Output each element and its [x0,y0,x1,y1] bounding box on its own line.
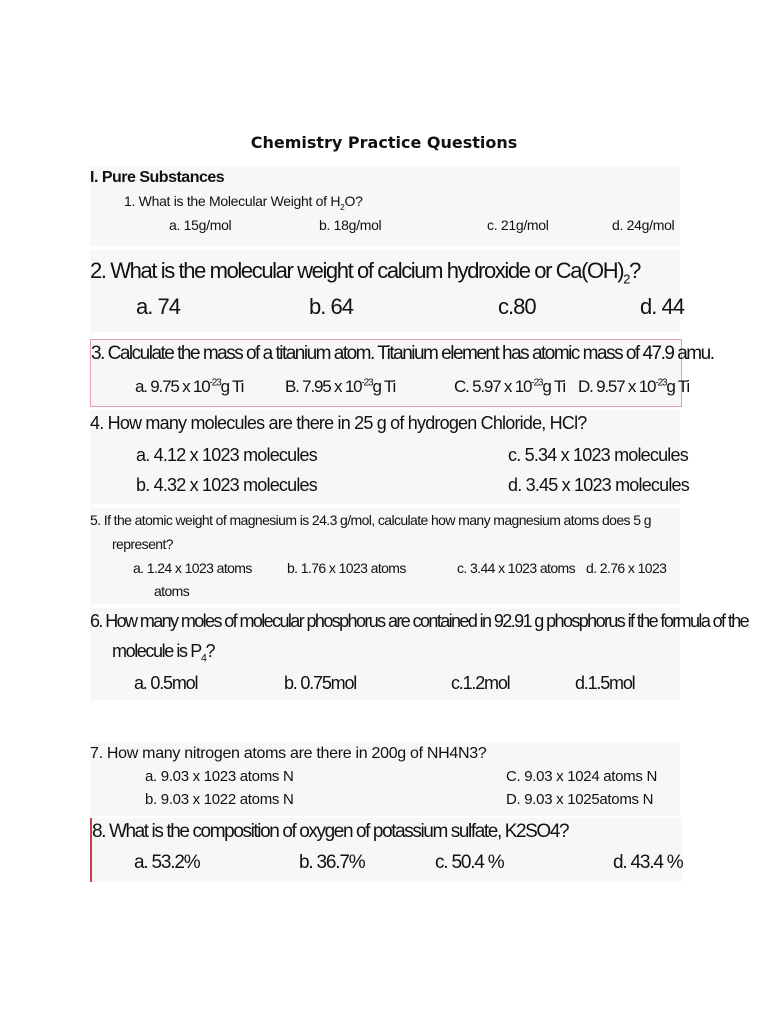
question-8-block [90,818,682,882]
question-3-block [90,339,714,407]
option-d: d. 3.45 x 1023 molecules [508,475,689,495]
option-c: c.80 [498,294,536,319]
option-a: a. 0.5mol [134,673,198,693]
option-d: d.1.5mol [575,673,635,693]
option-d: D. 9.03 x 1025atoms N [506,791,654,808]
question-number: 1. [124,193,136,209]
question-2-block [90,250,684,332]
option-c: c.1.2mol [451,673,510,693]
option-a: a. 1.24 x 1023 atoms [133,560,252,576]
question-4-text: 4. How many molecules are there in 25 g of hydrogen Chloride, HCl? [90,413,587,433]
question-6-text-line-2: molecule is $P_4$? [112,641,215,665]
question-1-block [90,166,680,246]
option-a: a. 15g/mol [169,217,232,233]
question-5-text-line-2: represent? [112,536,173,552]
question-7-text: 7. How many nitrogen atoms are there in 200g of NH4N3? [90,745,487,762]
option-a: a. 4.12 x 1023 molecules [136,445,317,465]
question-8-text: 8. What is the composition of oxygen of potassium sulfate, K2SO4? [92,821,569,842]
option-a: a. 9.03 x 1023 atoms N [145,768,294,785]
option-b: b. 0.75mol [284,673,357,693]
question-7-block [90,742,680,816]
option-a: a. 9.75 x $10^{-23}g$ Ti [135,377,244,396]
question-4-block [90,410,689,504]
option-d: d. 24g/mol [612,217,675,233]
question-number: 2. [90,258,106,283]
option-c: c. 50.4 % [435,852,504,873]
question-2-text: 2. What is the molecular weight of calcium hydroxide or $Ca(OH)_2$? [90,258,640,287]
option-a: a. 53.2% [134,852,200,873]
option-d: D. 9.57 x $10^{-23}g$ Ti [578,377,689,396]
option-c: c. 3.44 x 1023 atoms [457,560,575,576]
option-b: b. 18g/mol [319,217,382,233]
option-b: B. 7.95 x $10^{-23}g$ Ti [285,377,396,396]
option-c: c. 5.34 x 1023 molecules [508,445,688,465]
question-number: 8. [92,821,106,842]
option-b: b. 64 [309,294,353,319]
option-b: b. 1.76 x 1023 atoms [287,560,406,576]
question-6-text-line-1: 6. How many moles of molecular phosphorus are contained in 92.91 g phosphorus if the formula of the [90,611,749,631]
page-title: Chemistry Practice Questions [250,133,518,152]
option-c: C. 5.97 x $10^{-23}g$ Ti [454,377,565,396]
option-d: d. 44 [640,294,684,319]
option-a-wrap: atoms [154,583,190,599]
question-3-text: 3. Calculate the mass of a titanium atom. Titanium element has atomic mass of 47.9 amu. [91,343,714,364]
question-number: 7. [90,745,103,762]
option-c: c. 21g/mol [487,217,549,233]
option-a: a. 74 [136,294,180,319]
question-number: 3. [91,343,104,364]
question-5-block [90,508,680,604]
question-6-block [90,608,749,700]
option-d: d. 43.4 % [613,852,683,873]
option-b: b. 9.03 x 1022 atoms N [145,791,294,808]
option-d: d. 2.76 x 1023 [586,560,667,576]
option-c: C. 9.03 x 1024 atoms N [506,768,657,785]
section-heading: I. Pure Substances [90,169,225,186]
question-5-text-line-1: 5. If the atomic weight of magnesium is 24.3 g/mol, calculate how many magnesium atoms does 5 g [90,512,651,528]
option-b: b. 36.7% [299,852,365,873]
question-number: 6. [90,611,102,631]
question-number: 5. [90,512,101,528]
option-b: b. 4.32 x 1023 molecules [136,475,317,495]
question-number: 4. [90,413,104,433]
question-1-text: 1. What is the Molecular Weight of $H_2O$? [124,193,363,212]
